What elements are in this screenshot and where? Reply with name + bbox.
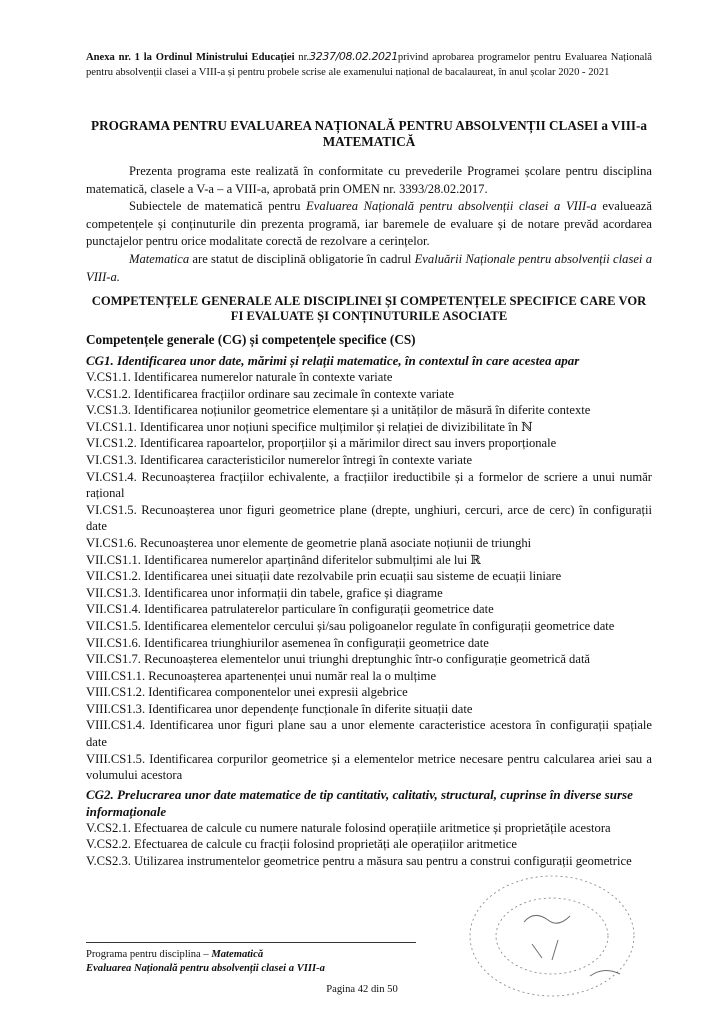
- page-footer: [86, 948, 325, 976]
- annex-rest: privind aprobarea programelor pentru Evaluarea Națională pentru absolvenții clasei a VIII-a și pentru probele scrise ale examenului național de bacalaureat, în anul școlar 2020 - 2021: [86, 52, 652, 78]
- document-title: [86, 118, 652, 150]
- cs-item: VI.CS1.5. Recunoașterea unor figuri geometrice plane (drepte, unghiuri, cercuri, arce de cerc) în configurații date: [86, 502, 652, 534]
- cs-item: V.CS2.1. Efectuarea de calcule cu numere naturale folosind operațiile aritmetice și proprietățile acestora: [86, 820, 611, 835]
- cs-item: VII.CS1.2. Identificarea unei situații date rezolvabile prin ecuații sau sisteme de ecuații liniare: [86, 569, 562, 584]
- intro-block: [86, 163, 652, 286]
- cs-item: VI.CS1.4. Recunoașterea fracțiilor echivalente, a fracțiilor ireductibile și a formelor de scriere a unui număr rațional: [86, 469, 652, 501]
- intro-p3-b: are statut de disciplină obligatorie în cadrul: [189, 251, 415, 266]
- page-number: Pagina 42 din 50: [326, 984, 398, 995]
- cs-item: VI.CS1.1. Identificarea unor noțiuni specifice mulțimilor și relației de divizibilitate în ℕ: [86, 419, 533, 434]
- cs-item: VII.CS1.3. Identificarea unor informații din tabele, grafice și diagrame: [86, 585, 443, 600]
- cs-item: V.CS1.3. Identificarea noțiunilor geometrice elementare și a unităților de măsură în diferite contexte: [86, 403, 591, 418]
- cs-item: VII.CS1.5. Identificarea elementelor cercului și/sau poligoanelor regulate în configurații geometrice date: [86, 618, 615, 633]
- competences-content: [86, 330, 652, 870]
- annex-prefix: Anexa nr. 1 la Ordinul Ministrului Educației: [86, 52, 295, 63]
- section-title: COMPETENȚELE GENERALE ALE DISCIPLINEI ȘI COMPETENȚELE SPECIFICE CARE VOR FI EVALUATE ȘI CONȚINUTURILE ASOCIATE: [91, 294, 647, 323]
- intro-p2-b: Evaluarea Națională pentru absolvenții clasei a VIII-a: [306, 199, 597, 214]
- competences-heading: Competențele generale (CG) și competențele specifice (CS): [86, 332, 416, 347]
- footer-line-2: Evaluarea Națională pentru absolvenții clasei a VIII-a: [86, 963, 325, 974]
- cs-item: VIII.CS1.1. Recunoașterea apartenenței unui număr real la o mulțime: [86, 668, 437, 683]
- cs-item: VI.CS1.6. Recunoașterea unor elemente de geometrie plană asociate noțiunii de triunghi: [86, 535, 532, 550]
- intro-p2-c: evaluează competențele și conținuturile din prezenta programă, iar baremele de evaluare și de notare prevăd acordarea punctajelor pentru orice modalitate corectă de rezolvare a cerințelor.: [86, 199, 652, 249]
- cs-item: VI.CS1.3. Identificarea caracteristicilor numerelor întregi în contexte variate: [86, 452, 473, 467]
- intro-paragraph-3: [86, 251, 652, 286]
- cg2-heading: CG2. Prelucrarea unor date matematice de tip cantitativ, calitativ, structural, cuprinse în diverse surse informaționale: [86, 786, 633, 819]
- cs-item: VII.CS1.4. Identificarea patrulaterelor particulare în configurații geometrice date: [86, 602, 494, 617]
- footer-line-1: [86, 948, 325, 962]
- cs-item: VII.CS1.1. Identificarea numerelor aparținând diferitelor submulțimi ale lui ℝ: [86, 552, 481, 567]
- cs-item: V.CS2.2. Efectuarea de calcule cu fracții folosind proprietăți ale operațiilor aritmetice: [86, 837, 517, 852]
- cs-item: VII.CS1.7. Recunoașterea elementelor unui triunghi dreptunghic într-o configurație geometrică dată: [86, 652, 591, 667]
- cg2-list: [86, 820, 652, 870]
- cs-item: VIII.CS1.5. Identificarea corpurilor geometrice și a elementelor metrice necesare pentru calcularea ariei sau a volumului acestora: [86, 751, 652, 783]
- intro-p3-a: Matematica: [129, 251, 190, 266]
- cs-item: VIII.CS1.2. Identificarea componentelor unei expresii algebrice: [86, 685, 408, 700]
- cs-item: VI.CS1.2. Identificarea rapoartelor, proporțiilor și a mărimilor direct sau invers proporționale: [86, 436, 557, 451]
- intro-paragraph-2: [86, 198, 652, 251]
- intro-p3-c: Evaluării Naționale pentru absolvenții clasei a VIII-a.: [86, 251, 652, 284]
- cg1-heading: CG1. Identificarea unor date, mărimi și relații matematice, în contextul în care acestea apar: [86, 353, 580, 368]
- cs-item: VIII.CS1.4. Identificarea unor figuri plane sau a unor elemente caracteristice acestora în configurații spațiale date: [86, 718, 652, 750]
- cs-item: V.CS2.3. Utilizarea instrumentelor geometrice pentru a măsura sau pentru a construi configurații geometrice: [86, 854, 632, 869]
- footer-line-1-a: Programa pentru disciplina –: [86, 949, 212, 960]
- intro-paragraph-1: Prezenta programa este realizată în conformitate cu prevederile Programei școlare pentru disciplina matematică, clasele a V-a – a VIII-a, aprobată prin OMEN nr. 3393/28.02.2017.: [86, 164, 652, 196]
- title-line-2: MATEMATICĂ: [322, 134, 416, 149]
- cs-item: VIII.CS1.3. Identificarea unor dependențe funcționale în diferite situații date: [86, 701, 473, 716]
- annex-nr-label: nr.: [298, 52, 310, 63]
- footer-line-1-b: Matematică: [211, 949, 264, 960]
- cs-item: V.CS1.2. Identificarea fracțiilor ordinare sau zecimale în contexte variate: [86, 386, 454, 401]
- intro-p2-a: Subiectele de matematică pentru: [129, 199, 307, 214]
- annex-header: [86, 50, 652, 80]
- cs-item: V.CS1.1. Identificarea numerelor naturale în contexte variate: [86, 370, 393, 384]
- handwritten-order-number: 3237/08.02.2021: [309, 50, 398, 63]
- cs-item: VII.CS1.6. Identificarea triunghiurilor asemenea în configurații geometrice date: [86, 635, 489, 650]
- footer-divider: [86, 942, 416, 943]
- title-line-1: PROGRAMA PENTRU EVALUAREA NAȚIONALĂ PENTRU ABSOLVENȚII CLASEI a VIII-a: [91, 118, 647, 133]
- cg1-list: [86, 369, 652, 784]
